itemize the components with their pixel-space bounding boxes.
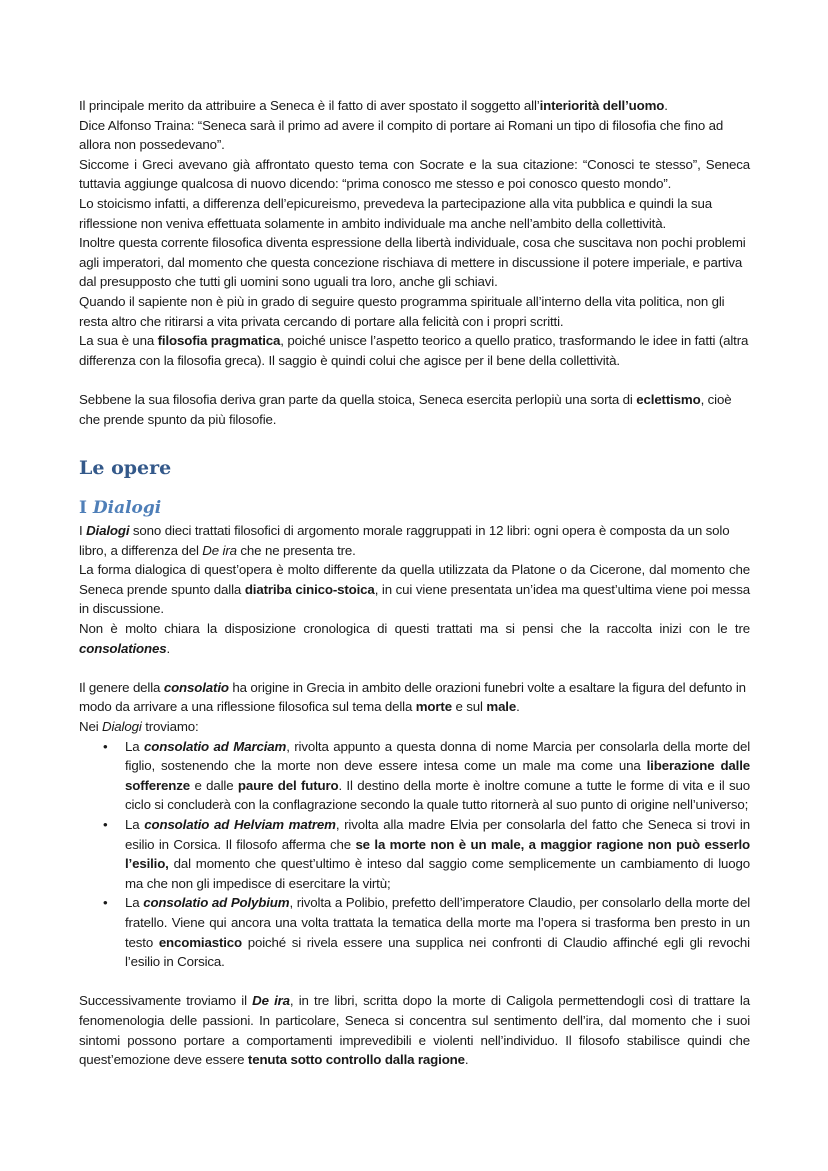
bullet-icon: •: [103, 738, 108, 754]
paragraph-socrate: Siccome i Greci avevano già affrontato questo tema con Socrate e la sua citazione: “Conosci te stesso”, Seneca tuttavia aggiunge qualcosa di nuovo dicendo: “prima conosco me stesso e poi conosco questo mondo”.: [79, 156, 750, 192]
paragraph-consolatio-genere: Il genere della consolatio ha origine in Grecia in ambito delle orazioni funebri volte a esaltare la figura del defunto in modo da arrivare a una riflessione filosofica sul tema della morte e sul male.: [79, 679, 746, 715]
bullet-icon: •: [103, 895, 108, 911]
paragraph-interiority: Il principale merito da attribuire a Seneca è il fatto di aver spostato il soggetto all’interiorità dell’uomo.: [79, 98, 668, 113]
list-item-marciam: • La consolatio ad Marciam, rivolta appunto a questa donna di nome Marcia per consolarla della morte del figlio, sostenendo che la morte non deve essere intesa come un male ma come una liberazione dalle sofferenze e dalle paure del futuro. Il destino della morte è inoltre comune a tutte le forme di vita e il suo ciclo si concluderà con la conflagrazione secondo la quale tutto ritornerà al suo punto di origine nell’universo;: [103, 738, 751, 813]
section-heading-opere: Le opere: [79, 457, 172, 480]
paragraph-dialogi-intro: I Dialogi sono dieci trattati filosofici di argomento morale raggruppati in 12 libri: ogni opera è composta da un solo libro, a differenza del De ira che ne presenta tre.: [79, 523, 730, 558]
paragraph-cronologia: Non è molto chiara la disposizione cronologica di questi trattati ma si pensi che la raccolta inizi con le tre consolationes.: [79, 621, 750, 656]
paragraph-forma-dialogica: La forma dialogica di quest’opera è molto differente da quella utilizzata da Platone o da Cicerone, dal momento che Seneca prende spunto dalla diatriba cinico-stoica, in cui viene presentata un’idea ma quest’ultima viene poi messa in discussione.: [79, 562, 750, 617]
paragraph-nei-dialogi: Nei Dialogi troviamo:: [79, 719, 199, 735]
consolationes-list: [79, 737, 750, 972]
bullet-icon: •: [103, 817, 108, 832]
document-page: [79, 96, 750, 1070]
paragraph-sapiente: Quando il sapiente non è più in grado di seguire questo programma spirituale all’interno della vita politica, non gli resta altro che ritirarsi a vita privata cercando di portare alla felicità con i propri scritti.: [79, 293, 725, 329]
list-item-polybium: • La consolatio ad Polybium, rivolta a Polibio, prefetto dell’imperatore Claudio, per consolarlo della morte del fratello. Viene qui ancora una volta trattata la tematica della morte ma l’opera si trasforma ben presto in un testo encomiastico poiché si rivela essere una supplica nei confronti di Claudio affinché egli gli revochi l’esilio in Corsica.: [103, 895, 750, 970]
paragraph-pragmatica: La sua è una filosofia pragmatica, poiché unisce l’aspetto teorico a quello pratico, trasformando le idee in fatti (altra differenza con la filosofia greca). Il saggio è quindi colui che agisce per il bene della collettività.: [79, 333, 749, 368]
subsection-heading-dialogi: I Dialogi: [79, 498, 162, 519]
paragraph-eclettismo: Sebbene la sua filosofia deriva gran parte da quella stoica, Seneca esercita perlopiù una sorta di eclettismo, cioè che prende spunto da più filosofie.: [79, 391, 732, 427]
paragraph-de-ira: Successivamente troviamo il De ira, in tre libri, scritta dopo la morte di Caligola permettendogli così di trattare la fenomenologia delle passioni. In particolare, Seneca si concentra sul sentimento dell’ira, dal momento che i suoi sintomi possono portare a comportamenti imprevedibili e violenti nell’individuo. Il filosofo stabilisce quindi che quest’emozione deve essere tenuta sotto controllo dalla ragione.: [79, 993, 750, 1068]
paragraph-traina-quote: Dice Alfonso Traina: “Seneca sarà il primo ad avere il compito di portare ai Romani un tipo di filosofia che fino ad allora non possedevano”.: [79, 117, 724, 153]
paragraph-stoicismo: Lo stoicismo infatti, a differenza dell’epicureismo, prevedeva la partecipazione alla vita pubblica e quindi la sua riflessione non veniva effettuata solamente in ambito individuale ma anche nell’ambito della collettività.: [79, 195, 712, 231]
paragraph-liberta: Inoltre questa corrente filosofica diventa espressione della libertà individuale, cosa che suscitava non pochi problemi agli imperatori, dal momento che questa concezione rischiava di mettere in discussione il potere imperiale, e partiva dal presupposto che tutti gli uomini sono uguali tra loro, anche gli schiavi.: [79, 235, 746, 290]
list-item-helviam: • La consolatio ad Helviam matrem, rivolta alla madre Elvia per consolarla del fatto che Seneca si trovi in esilio in Corsica. Il filosofo afferma che se la morte non è un male, a maggior ragione non può esserlo l’esilio, dal momento che quest’ultimo è inteso dal saggio come semplicemente un cambiamento di luogo ma che non gli impedisce di esercitare la virtù;: [103, 817, 751, 891]
